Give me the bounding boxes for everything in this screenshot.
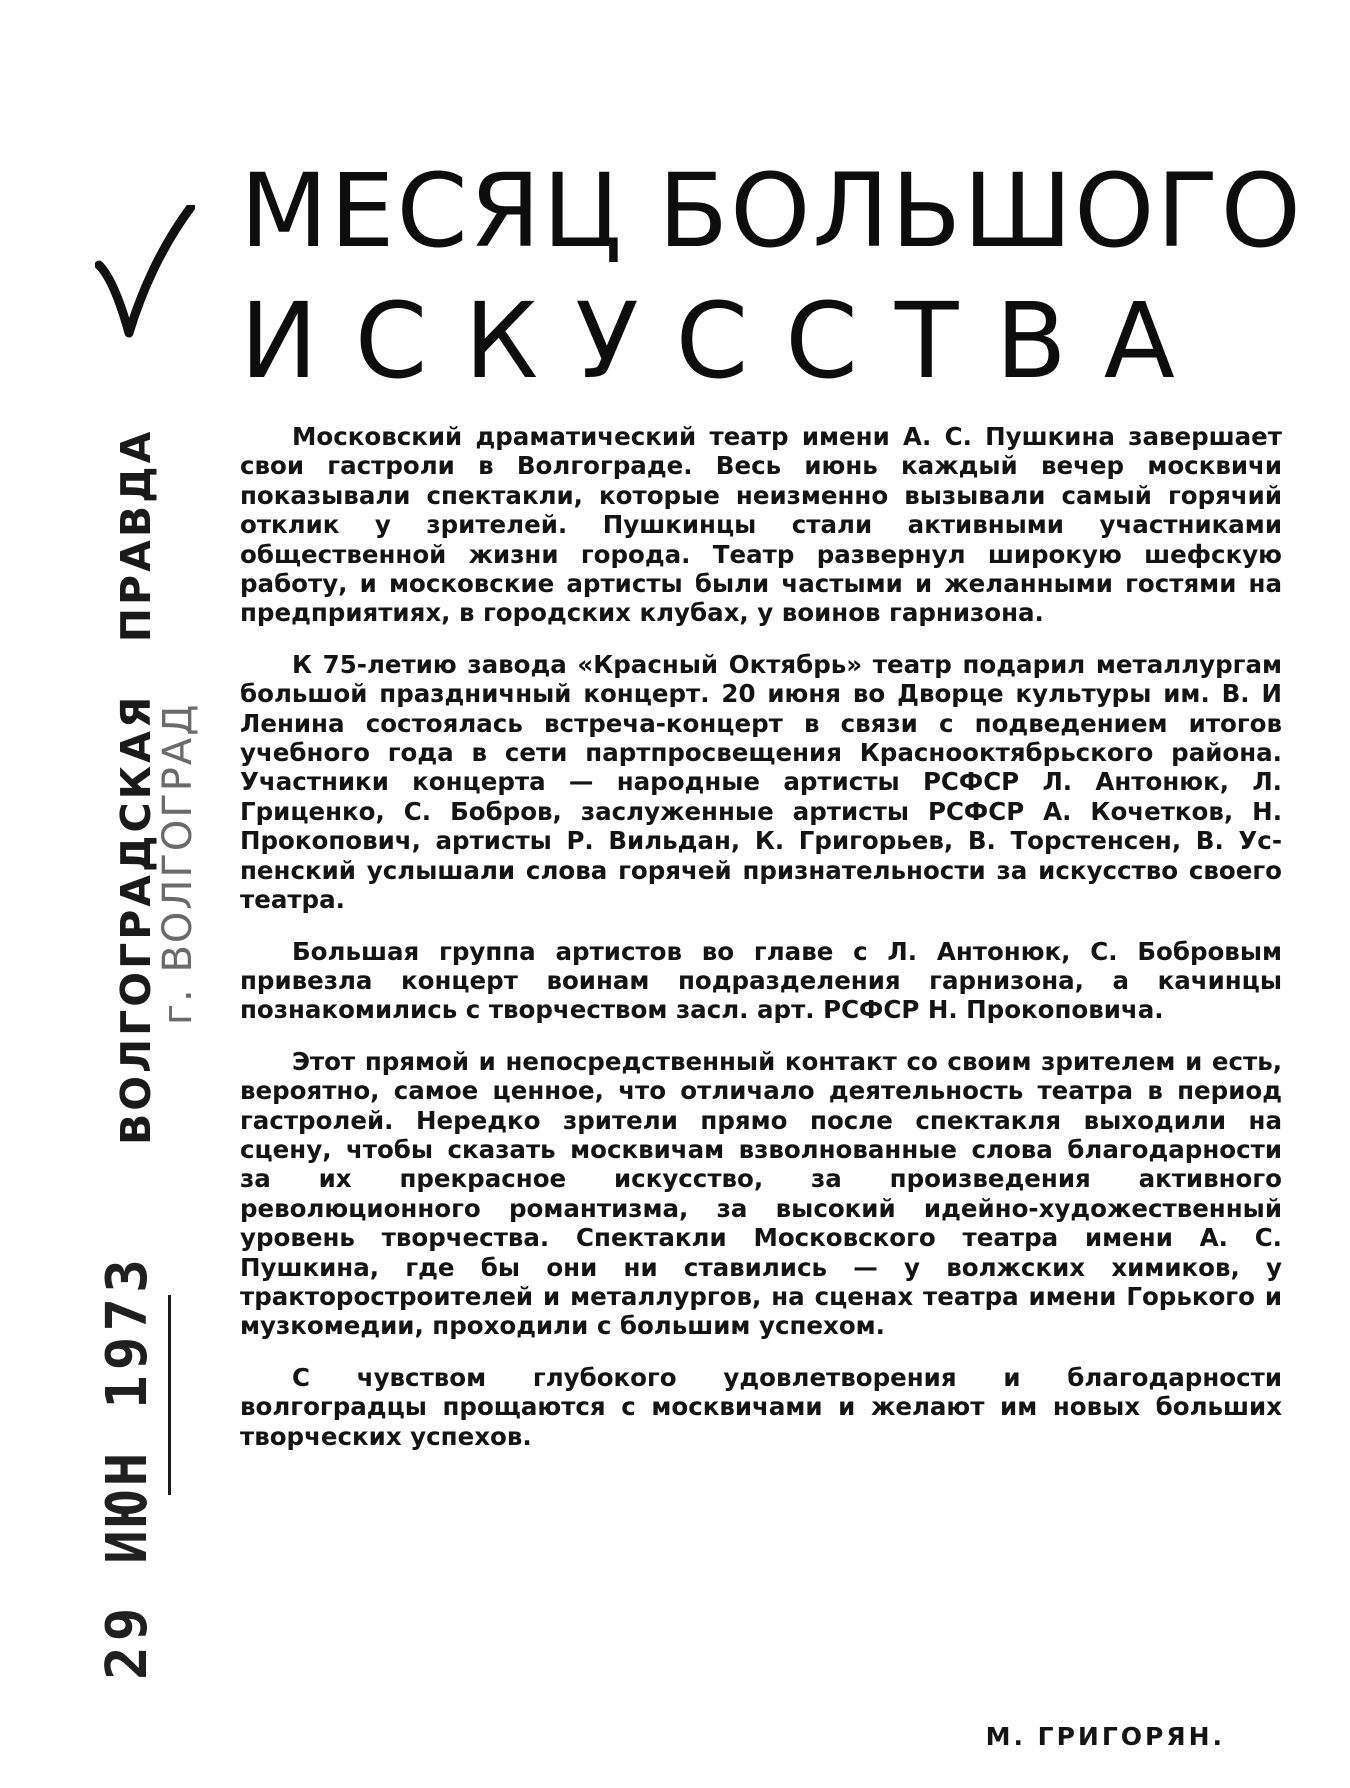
article-paragraph: Этот прямой и непосредственный контакт со своим зрителем и есть, вероятно, самое ценное, что отличало деятельность театра в период гастролей. Нередко зрители прямо после спектакля выходили на сцену, чтобы сказать москвичам взволнованные слова благодарности за их прекрасное искусство, за произведения активного революционного романтизма, за высокий идейно-художественный уровень творчества. Спектакли Московского театра имени А. С. Пушкина, где бы они ни ставились — у волжских химиков, у тракторостроителей и металлургов, на сценах театра имени Горького и музкомедии, проходили с большим успехом. — [240, 1046, 1282, 1341]
stamp-newspaper-name: ВОЛГОГРАДСКАЯ ПРАВДА — [112, 428, 160, 1145]
article-headline — [240, 148, 1303, 406]
author-signature: М. ГРИГОРЯН. — [985, 1722, 1225, 1751]
stamp-date: 29 ИЮН 1973 — [95, 1254, 160, 1680]
stamp-date-underline — [168, 1295, 171, 1495]
article-paragraph: К 75-летию завода «Красный Октябрь» театр подарил металлургам большой праздничный концерт. 20 июня во Дворце культуры им. В. И Ленина состоялась встреча-концерт в связи с подведением итогов учебного года в сети партпросвещения Краснооктябрьского района. Участники концерта — народные артисты РСФСР Л. Антонюк, Л. Гриценко, С. Бобров, заслуженные артисты РСФСР А. Кочетков, Н. Прокопович, артисты Р. Вильдан, К. Григорьев, В. Торстенсен, В. Успенский услышали слова горячей признательности за искусство своего театра. — [240, 649, 1282, 915]
checkmark-icon — [95, 205, 195, 340]
headline-line-1: МЕСЯЦ БОЛЬШОГО — [240, 152, 1303, 271]
stamp-city: г. ВОЛГОГРАД — [155, 702, 201, 1025]
article-paragraph: Большая группа артистов во главе с Л. Антонюк, С. Бобровым привезла концерт воинам подразделения гарнизона, а качинцы познакомились с творчеством засл. арт. РСФСР Н. Прокоповича. — [240, 936, 1282, 1025]
article-body — [240, 422, 1282, 1465]
headline-line-2: ИСКУССТВА — [240, 280, 1212, 402]
article-paragraph: Московский драматический театр имени А. С. Пушкина завершает свои гастроли в Волгограде. Весь июнь каждый вечер москвичи показывали спектакли, которые неизменно вызывали самый горячий отклик у зрителей. Пушкинцы стали активными участниками общественной жизни города. Театр развернул широкую шефскую работу, и московские артисты были частыми и желанными гостями на предприятиях, в городских клубах, у воинов гарнизона. — [240, 422, 1282, 628]
article-paragraph: С чувством глубокого удовлетворения и благодарности волгоградцы прощаются с москвичами и желают им новых больших творческих успехов. — [240, 1362, 1282, 1451]
